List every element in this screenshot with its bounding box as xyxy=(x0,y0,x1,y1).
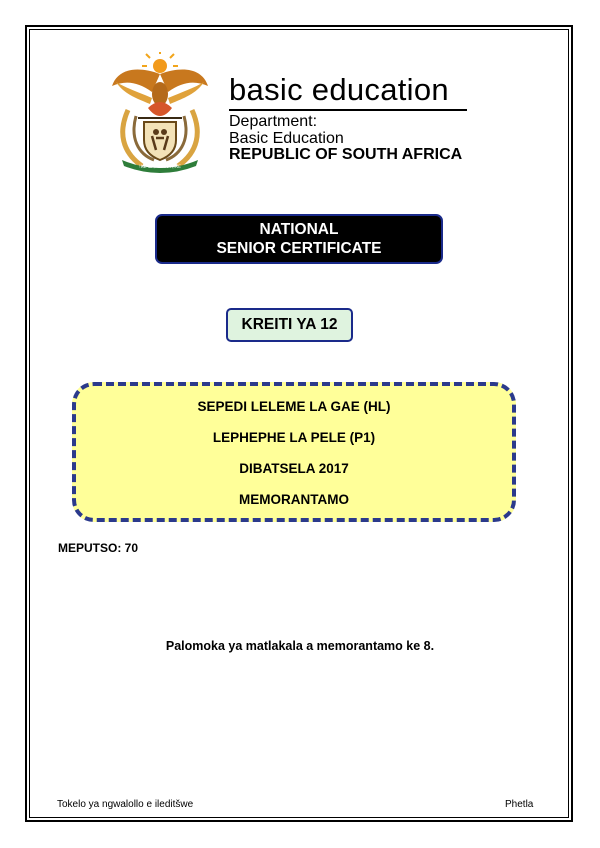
department-label: Department: xyxy=(229,113,318,130)
certificate-line-2: SENIOR CERTIFICATE xyxy=(216,240,382,257)
brand-title: basic education xyxy=(229,72,449,107)
brand-underline xyxy=(229,109,467,111)
turn-over-footer: Phetla xyxy=(505,799,534,810)
paper-subject: SEPEDI LELEME LA GAE (HL) xyxy=(197,399,391,414)
department-name: Basic Education xyxy=(229,130,344,147)
paper-document-type: MEMORANTAMO xyxy=(239,492,349,507)
svg-text:!KE E: /XARRA //KE: !KE E: /XARRA //KE xyxy=(139,165,181,170)
country-name: REPUBLIC OF SOUTH AFRICA xyxy=(229,146,463,163)
copyright-footer: Tokelo ya ngwalollo e ileditšwe xyxy=(57,799,194,810)
paper-details-box xyxy=(72,382,516,522)
grade-badge: KREITI YA 12 xyxy=(226,308,353,342)
paper-session: DIBATSELA 2017 xyxy=(239,461,349,476)
certificate-line-1: NATIONAL xyxy=(259,221,339,238)
total-marks: MEPUTSO: 70 xyxy=(58,541,139,555)
page-count-note: Palomoka ya matlakala a memorantamo ke 8. xyxy=(165,639,435,653)
coat-of-arms-logo xyxy=(108,52,212,174)
paper-number: LEPHEPHE LA PELE (P1) xyxy=(212,430,376,445)
certificate-banner xyxy=(155,214,443,264)
